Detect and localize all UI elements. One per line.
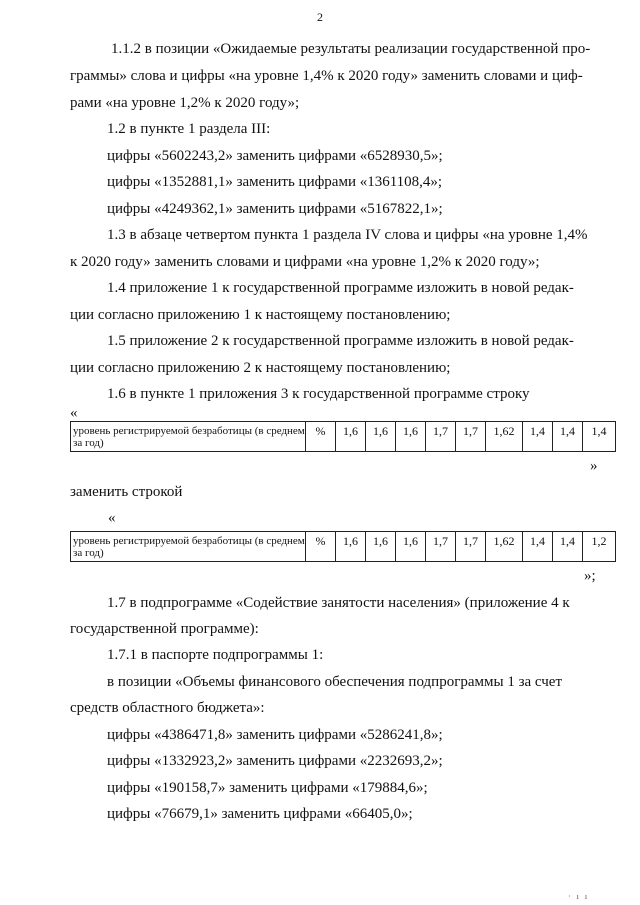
value-cell: 1,6	[336, 532, 366, 562]
value-cell: 1,6	[366, 422, 396, 452]
value-cell: 1,6	[366, 532, 396, 562]
text-line: 1.3 в абзаце четвертом пункта 1 раздела IV слова и цифры «на уровне 1,4%	[107, 227, 588, 243]
value-cell: 1,7	[426, 532, 456, 562]
text-line: 1.5 приложение 2 к государственной программе изложить в новой редак-	[107, 333, 574, 349]
value-cell: 1,62	[486, 532, 523, 562]
value-cell: 1,4	[553, 422, 583, 452]
close-quote: »;	[584, 568, 596, 584]
value-cell: 1,7	[456, 422, 486, 452]
text-line: к 2020 году» заменить словами и цифрами «на уровне 1,2% к 2020 году»;	[70, 254, 540, 270]
value-cell: 1,7	[456, 532, 486, 562]
text-line: цифры «4249362,1» заменить цифрами «5167822,1»;	[107, 201, 443, 217]
value-cell: 1,4	[553, 532, 583, 562]
value-cell: 1,6	[396, 422, 426, 452]
text-line: цифры «4386471,8» заменить цифрами «5286241,8»;	[107, 727, 443, 743]
value-cell: 1,7	[426, 422, 456, 452]
corner-mark: · ı ı	[568, 892, 590, 901]
text-line: заменить строкой	[70, 484, 183, 500]
text-line: цифры «1332923,2» заменить цифрами «2232693,2»;	[107, 753, 443, 769]
text-line: ции согласно приложению 1 к настоящему постановлению;	[70, 307, 451, 323]
value-cell: 1,62	[486, 422, 523, 452]
close-quote: »	[590, 458, 598, 474]
text-line: рами «на уровне 1,2% к 2020 году»;	[70, 95, 300, 111]
unit-cell: %	[306, 422, 336, 452]
page-number: 2	[317, 10, 323, 24]
value-cell: 1,2	[583, 532, 616, 562]
text-line: государственной программе):	[70, 621, 259, 637]
text-line: цифры «190158,7» заменить цифрами «179884,6»;	[107, 780, 428, 796]
value-cell: 1,6	[336, 422, 366, 452]
value-cell: 1,4	[583, 422, 616, 452]
text-line: граммы» слова и цифры «на уровне 1,4% к 2020 году» заменить словами и циф-	[70, 68, 583, 84]
text-line: средств областного бюджета»:	[70, 700, 265, 716]
open-quote: «	[70, 405, 78, 421]
indicator-label: уровень регистрируемой безработицы (в среднем за год)	[71, 422, 306, 452]
text-line: 1.1.2 в позиции «Ожидаемые результаты реализации государственной про-	[111, 41, 591, 57]
text-line: ции согласно приложению 2 к настоящему постановлению;	[70, 360, 451, 376]
indicator-label: уровень регистрируемой безработицы (в среднем за год)	[71, 532, 306, 562]
value-cell: 1,4	[523, 422, 553, 452]
text-line: 1.7.1 в паспорте подпрограммы 1:	[107, 647, 324, 663]
value-cell: 1,4	[523, 532, 553, 562]
unit-cell: %	[306, 532, 336, 562]
text-line: цифры «5602243,2» заменить цифрами «6528930,5»;	[107, 148, 443, 164]
text-line: цифры «1352881,1» заменить цифрами «1361108,4»;	[107, 174, 443, 190]
table-new-row	[70, 531, 616, 562]
text-line: 1.6 в пункте 1 приложения 3 к государственной программе строку	[107, 386, 530, 402]
text-line: 1.2 в пункте 1 раздела III:	[107, 121, 271, 137]
text-line: цифры «76679,1» заменить цифрами «66405,0»;	[107, 806, 413, 822]
table-old-row	[70, 421, 616, 452]
text-line: в позиции «Объемы финансового обеспечения подпрограммы 1 за счет	[107, 674, 563, 690]
value-cell: 1,6	[396, 532, 426, 562]
text-line: 1.7 в подпрограмме «Содействие занятости населения» (приложение 4 к	[107, 595, 570, 611]
open-quote: «	[108, 510, 116, 526]
text-line: 1.4 приложение 1 к государственной программе изложить в новой редак-	[107, 280, 574, 296]
